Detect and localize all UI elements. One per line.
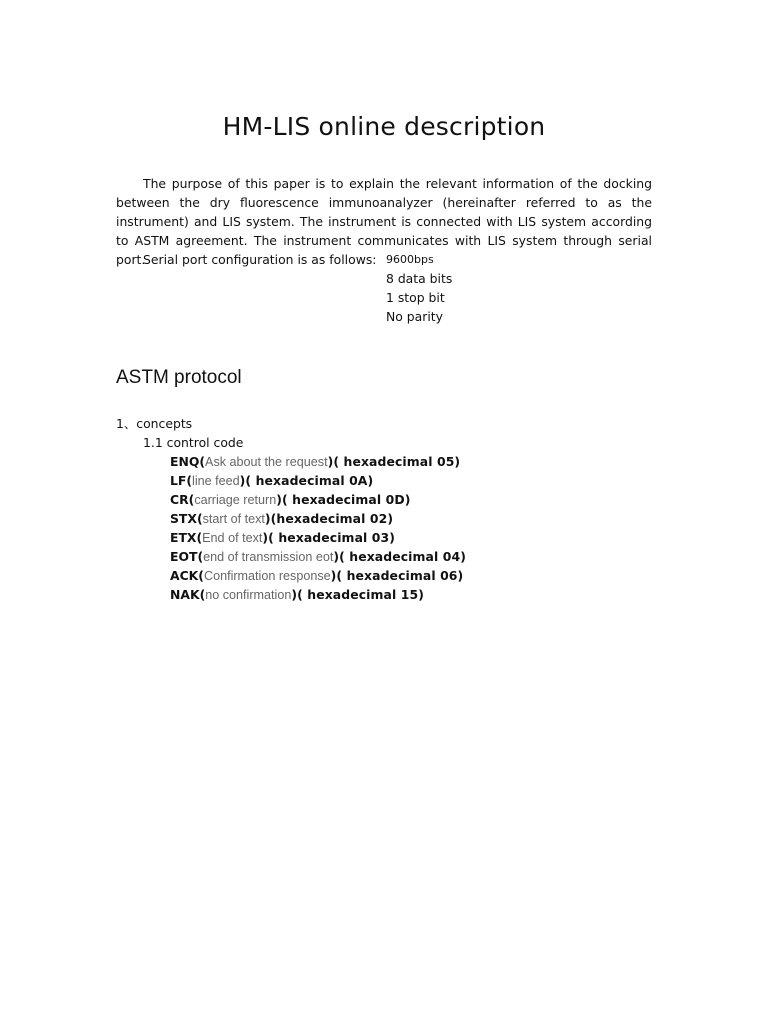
code-abbr: LF [170,473,187,488]
serial-config-label: Serial port configuration is as follows: [143,252,377,267]
code-hex: )(hexadecimal 02) [264,511,394,526]
serial-baud-rate: 9600bps [386,253,434,266]
control-code-item: NAK(no confirmation)( hexadecimal 15) [170,587,424,602]
code-abbr: ETX [170,530,197,545]
control-code-heading: 1.1 control code [143,435,244,450]
code-desc: End of text [202,531,263,545]
control-code-item: ACK(Confirmation response)( hexadecimal 06) [170,568,464,583]
code-abbr: ACK [170,568,199,583]
control-code-item: STX(start of text)(hexadecimal 02) [170,511,394,526]
section-heading-astm: ASTM protocol [116,367,242,388]
code-desc: no confirmation [205,588,292,602]
code-hex: )( hexadecimal 15) [291,587,424,602]
code-abbr: STX [170,511,197,526]
code-abbr: EOT [170,549,198,564]
control-code-item: CR(carriage return)( hexadecimal 0D) [170,492,411,507]
serial-parity: No parity [386,309,443,324]
code-hex: )( hexadecimal 03) [262,530,395,545]
code-abbr: NAK [170,587,200,602]
code-abbr: ENQ [170,454,200,469]
serial-stop-bit: 1 stop bit [386,290,445,305]
code-desc: line feed [192,474,240,488]
control-code-item: ETX(End of text)( hexadecimal 03) [170,530,395,545]
concepts-heading: 1、concepts [116,416,193,431]
control-code-list [170,452,466,604]
code-hex: )( hexadecimal 05) [327,454,461,469]
code-desc: carriage return [194,493,277,507]
code-desc: start of text [202,512,265,526]
code-hex: )( hexadecimal 0A) [239,473,374,488]
code-abbr: CR [170,492,189,507]
control-code-item: LF(line feed)( hexadecimal 0A) [170,473,374,488]
code-hex: )( hexadecimal 0D) [276,492,411,507]
intro-text: The purpose of this paper is to explain the relevant information of the docking between the dry fluorescence immunoanalyzer (hereinafter referred to as the instrument) and LIS system. The instrument is connected with LIS system according to ASTM agreement. The instrument communicates with LIS system through serial port. [116,176,652,267]
control-code-item: ENQ(Ask about the request)( hexadecimal 05) [170,454,461,469]
code-desc: Ask about the request [205,455,328,469]
control-code-item: EOT(end of transmission eot)( hexadecimal 04) [170,549,466,564]
code-hex: )( hexadecimal 04) [333,549,466,564]
page-title: HM-LIS online description [222,112,546,141]
serial-data-bits: 8 data bits [386,271,453,286]
code-hex: )( hexadecimal 06) [330,568,464,583]
code-desc: end of transmission eot [203,550,334,564]
code-desc: Confirmation response [203,569,331,583]
